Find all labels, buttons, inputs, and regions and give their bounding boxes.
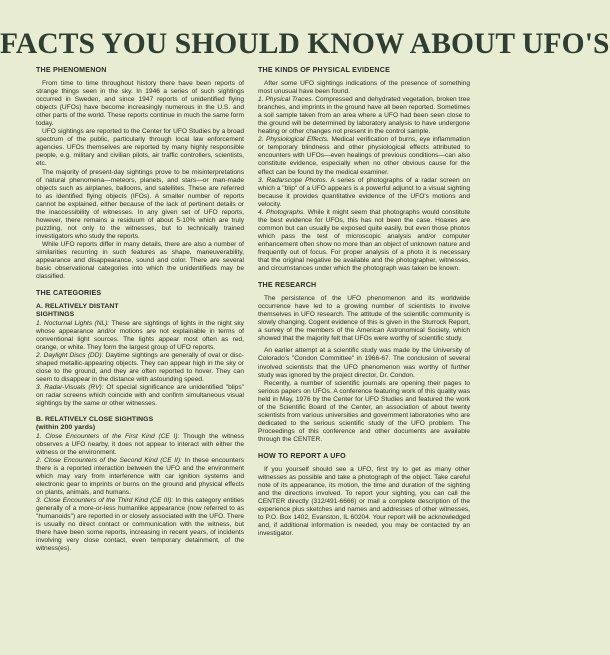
evidence-item-1-label: 1. Physical Traces. [258,96,314,104]
heading-research: THE RESEARCH [258,281,317,290]
heading-categories: THE CATEGORIES [36,289,102,298]
research-paragraph-1: The persistence of the UFO phenomenon and its worldwide occurrence have led to a growing number of scientists to involve themselves in UFO research. The attitude of the scientific community is slowly changing. Cogent evidence of this is given in the Sturrock Report, a survey of the members of the American Astronomical Society, which showed that the majority felt that UFOs were worthy of scientific study. [258,295,470,343]
evidence-item-2-text: Medical verification of burns, eye inflammation or temporary blindness and other physiological effects attributed to encounters with UFOs—even healings of previous conditions—can also constitute evidence, especially when no other obvious cause for the effect can be found by the medical examiner. [258,136,470,176]
category-a3-label: 3. Radar-Visuals (RV): [36,383,104,391]
category-a3-text: Of special significance are unidentified "blips" on radar screens which coincide with and confirm simultaneous visual sightings by the same or other witnesses. [36,383,244,408]
category-a1-label: 1. Nocturnal Lights (NL): [36,319,110,327]
evidence-intro: After some UFO sightings indications of the presence of something most unusual have been found. [258,80,470,96]
heading-phenomenon: THE PHENOMENON [36,66,107,74]
report-paragraph: If you yourself should see a UFO, first try to get as many other witnesses as possible and take a photograph of the object. Take careful note of its appearance, its motion, the time and duration of the sighting and the directions involved. To report your sighting, you can call the CENTER directly (312/491-6666) or mail a complete description of the experience plus sketches and names and addresses of other witnesses, to P.O. Box 1402, Evanston, IL 60204. Your report will be acknowledged and, if additional information is needed, you may be contacted by an investigator. [258,465,470,538]
category-b-heading: B. RELATIVELY CLOSE SIGHTINGS [36,416,154,424]
category-b1 [36,433,244,457]
category-b2 [36,457,244,497]
category-a2 [36,352,244,384]
evidence-item-4 [258,209,470,273]
research-paragraph-3: Recently, a number of scientific journals are opening their pages to serious papers on UFOs. A conference featuring work of this quality was held in May, 1976 by the Center for UFO Studies and featured the work of the Scientific Board of the Center, an association of about twenty scientists from various universities and government laboratories who are dedicated to the serious scientific study of the UFO problem. The Proceedings of this conference and other documents are available through the CENTER. [258,379,470,443]
category-a-heading: A. RELATIVELY DISTANT [36,303,119,311]
spacer [258,273,470,281]
spacer [36,408,244,416]
category-b3 [36,497,244,553]
phenomenon-paragraph-1: From time to time throughout history there have been reports of strange things seen in the sky. In 1946 a series of such sightings occurred in Sweden, and since 1947 reports of unidentified flying objects (UFOs) have become increasingly numerous in the U.S. and other parts of the world. These reports continue in much the same form today. [36,80,244,128]
category-a1-text: These are sightings of lights in the night sky whose appearance and/or motions are not explainable in terms of conventional light sources. The lights appear most often as red, orange, or white. They form the largest group of UFO reports. [36,319,244,351]
category-b1-text: Though the witness observes a UFO nearby, it does not appear to interact with either the witness or the environment. [36,432,244,456]
evidence-item-2 [258,136,470,176]
evidence-item-4-label: 4. Photographs. [258,208,306,216]
evidence-item-1 [258,96,470,136]
phenomenon-paragraph-3: The majority of present-day sightings prove to be misinterpretations of natural phenomena—meteors, planets, and stars—or man-made objects such as airplanes, balloons, and satellites. These are referred to as identified flying objects (IFOs). A smaller number of reports cannot be explained, either because of the lack of pertinent details or the inaccessibility of witnesses. In any given set of UFO reports, however, there remains a residuum of about 5-10% which are truly puzzling, not only to the witnesses, but to technically trained investigators who study the reports. [36,168,244,240]
heading-physical-evidence: THE KINDS OF PHYSICAL EVIDENCE [258,66,390,74]
left-column [36,66,244,553]
phenomenon-paragraph-4: While UFO reports differ in many details, there are also a number of similarities recurring in such features as shape, maneuverability, appearance and disappearance, sound and color. There are several basic observational categories into which the unidentifieds may be classified. [36,240,244,281]
evidence-item-1-text: Compressed and dehydrated vegetation, broken tree branches, and imprints in the ground have all been reported. Sometimes a soil sample taken from an area where a UFO had been seen close to the ground will be determined by laboratory analysis to have undergone heating or other changes not present in the control sample. [258,96,470,136]
category-b2-text: In these encounters there is a reported interaction between the UFO and the environment which may vary from interference with car ignition systems and electronic gear to imprints or burns on the ground and physical effects on plants, animals, and humans. [36,456,244,496]
evidence-item-3-label: 3. Radarscope Photos. [258,176,328,184]
category-b3-text: In this category entities generally of a more-or-less humanlike appearance (now referred to as "humanoids") are reported in or closely associated with the UFO. There is usually no direct contact or communication with the witness, but there have been some reports, increasing in recent years, of incidents involving very close contact, even temporary detainment, of the witness(es). [36,496,244,553]
evidence-item-2-label: 2. Physiological Effects. [258,136,329,144]
heading-how-to-report: HOW TO REPORT A UFO [258,451,346,460]
spacer [258,444,470,452]
evidence-item-3-text: A series of photographs of a radar screen on which a "blip" of a UFO appears is a powerful adjunct to a visual sighting because it provides quantitative evidence of the UFO's motions and velocity. [258,176,471,208]
category-b3-label: 3. Close Encounters of the Third Kind (CE III): [36,496,174,504]
page-title: FACTS YOU SHOULD KNOW ABOUT UFO'S [0,28,610,60]
category-a1 [36,320,244,352]
right-column [258,66,470,538]
phenomenon-paragraph-2: UFO sightings are reported to the Center for UFO Studies by a broad spectrum of the public, particularly through local law enforcement agencies. UFOs themselves are reported by many highly responsible people, e.g. military and civilian pilots, air traffic controllers, scientists, etc. [36,128,244,168]
category-a3 [36,384,244,408]
category-b1-label: 1. Close Encounters of the First Kind (CE I): [36,432,180,440]
spacer [36,281,244,289]
evidence-item-4-text: While it might seem that photographs would constitute the best evidence for UFOs, this has not been the case. Hoaxes are common but can usually be exposed quite easily, but even those photos which pass the test of microscopic analysis and/or computer enhancement often show no more than an object of unknown nature and frequently out of focus. For proper analysis of a photo it is necessary that the original negative be available and the photographer, witnesses, and circumstances under which the photograph was taken be known. [258,208,470,273]
category-a2-label: 2. Daylight Discs (DD): [36,351,104,359]
research-paragraph-2: An earlier attempt at a scientific study was made by the University of Colorado's "Condon Committee" in 1966-67. The conclusion of several involved scientists that the UFO phenomenon was worthy of further study was ignored by the project director, Dr. Condon. [258,347,470,379]
category-a-subheading: SIGHTINGS [36,311,75,319]
category-b-subheading: (within 200 yards) [36,424,96,432]
category-a2-text: Daytime sightings are generally of oval or disc-shaped metallic-appearing objects. They can appear high in the sky or close to the ground, and they are often reported to hover. They can seem to disappear in the distance with astounding speed. [36,351,245,383]
category-b2-label: 2. Close Encounters of the Second Kind (CE II): [36,456,182,464]
evidence-item-3 [258,177,470,209]
